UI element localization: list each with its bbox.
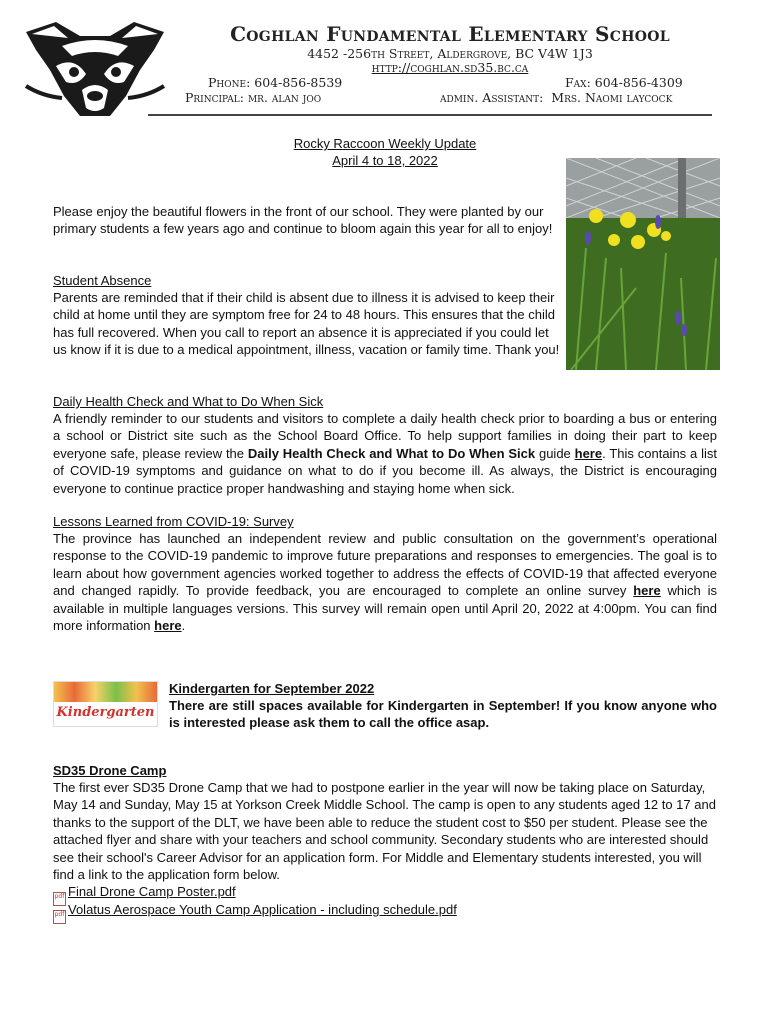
raccoon-logo: [22, 16, 168, 120]
phone: Phone: 604-856-8539: [208, 75, 343, 90]
health-guide-bold: Daily Health Check and What to Do When Sick: [247, 445, 536, 461]
health-paragraph: [53, 410, 717, 497]
survey-heading: Lessons Learned from COVID-19: Survey: [53, 514, 294, 529]
kindergarten-image: [53, 681, 158, 727]
intro-paragraph: Please enjoy the beautiful flowers in the front of our school. They were planted by our primary students a few years ago and continue to bloom again this year for all to enjoy!: [53, 204, 553, 237]
update-dates: April 4 to 18, 2022: [332, 153, 438, 168]
health-here-link[interactable]: here: [574, 445, 603, 461]
attachment-application-link[interactable]: Volatus Aerospace Youth Camp Application - including schedule.pdf: [68, 902, 457, 917]
drone-paragraph: The first ever SD35 Drone Camp that we had to postpone earlier in the year will now be taking place on Saturday, May 14 and Sunday, May 15 at Yorkson Creek Middle School. The camp is open to any students aged 12 to 17 and thanks to the support of the DLT, we have been able to reduce the student cost to $50 per student. Please see the attached flyer and share with your teachers and school community. Secondary students who are interested should see their school's Career Advisor for an application form. For Middle and Elementary students interested, you will find a link to the application form below.: [53, 780, 716, 883]
attachment-poster-link[interactable]: Final Drone Camp Poster.pdf: [68, 884, 236, 899]
principal: Principal: mr. alan joo: [185, 90, 322, 105]
survey-text-1: The province has launched an independent review and public consultation on the government’s operational response to the COVID-19 pandemic to improve future preparations and responses to emergencies. The goal is to learn about how government agencies worked together to address the effects of COVID-19 that affected everyone and changed rapidly. To provide feedback, you are encouraged to complete an online survey: [53, 531, 717, 599]
admin-assistant: admin. Assistant: Mrs. Naomi laycock: [440, 90, 673, 105]
school-url-link[interactable]: http://coghlan.sd35.bc.ca: [371, 60, 529, 75]
health-heading: Daily Health Check and What to Do When Sick: [53, 394, 324, 409]
pdf-icon: pdf: [53, 892, 66, 906]
health-text-2: . This contains a list of COVID-19 symptoms and guidance on what to do if you become ill. As always, the District is encouraging everyone to continue practice proper handwashing and staying home when sick.: [53, 445, 717, 496]
update-title: Rocky Raccoon Weekly Update: [293, 136, 477, 151]
kindergarten-paragraph: There are still spaces available for Kindergarten in September! If you know anyone who is interested please ask them to call the office asap.: [169, 698, 717, 731]
flowers-photo: [566, 158, 720, 370]
health-guide-word: guide: [535, 445, 575, 461]
survey-paragraph: [53, 530, 717, 634]
absence-paragraph: Parents are reminded that if their child is absent due to illness it is advised to keep their child at home until they are symptom free for 24 to 48 hours. This ensures that the child has full recovered. When you call to report an absence it is appreciated if you could let us know if it is due to a medical appointment, illness, vacation or family time. Thank you!: [53, 290, 560, 358]
health-text-1: A friendly reminder to our students and visitors to complete a daily health check prior to boarding a bus or entering a school or District site such as the School Board Office. To help support families in doing their part to keep everyone safe, please review the: [53, 411, 717, 461]
school-address: 4452 -256th Street, Aldergrove, BC V4W 1J3: [307, 46, 593, 61]
kindergarten-image-label: Kindergarten: [56, 705, 155, 720]
attachment-application[interactable]: [53, 901, 457, 924]
survey-text-3: .: [181, 618, 186, 634]
drone-heading: SD35 Drone Camp: [53, 763, 167, 778]
pdf-icon: pdf: [53, 910, 66, 924]
header-rule: [148, 114, 712, 116]
absence-heading: Student Absence: [53, 273, 152, 288]
survey-here-link[interactable]: here: [633, 583, 661, 599]
kindergarten-heading: Kindergarten for September 2022: [169, 681, 375, 696]
fax: Fax: 604-856-4309: [565, 75, 683, 90]
info-here-link[interactable]: here: [154, 618, 182, 634]
survey-text-2: which is available in multiple languages versions. This survey will remain open until April 20, 2022 at 4:00pm. You can find more information: [53, 583, 717, 634]
school-name: Coghlan Fundamental Elementary School: [230, 22, 670, 46]
